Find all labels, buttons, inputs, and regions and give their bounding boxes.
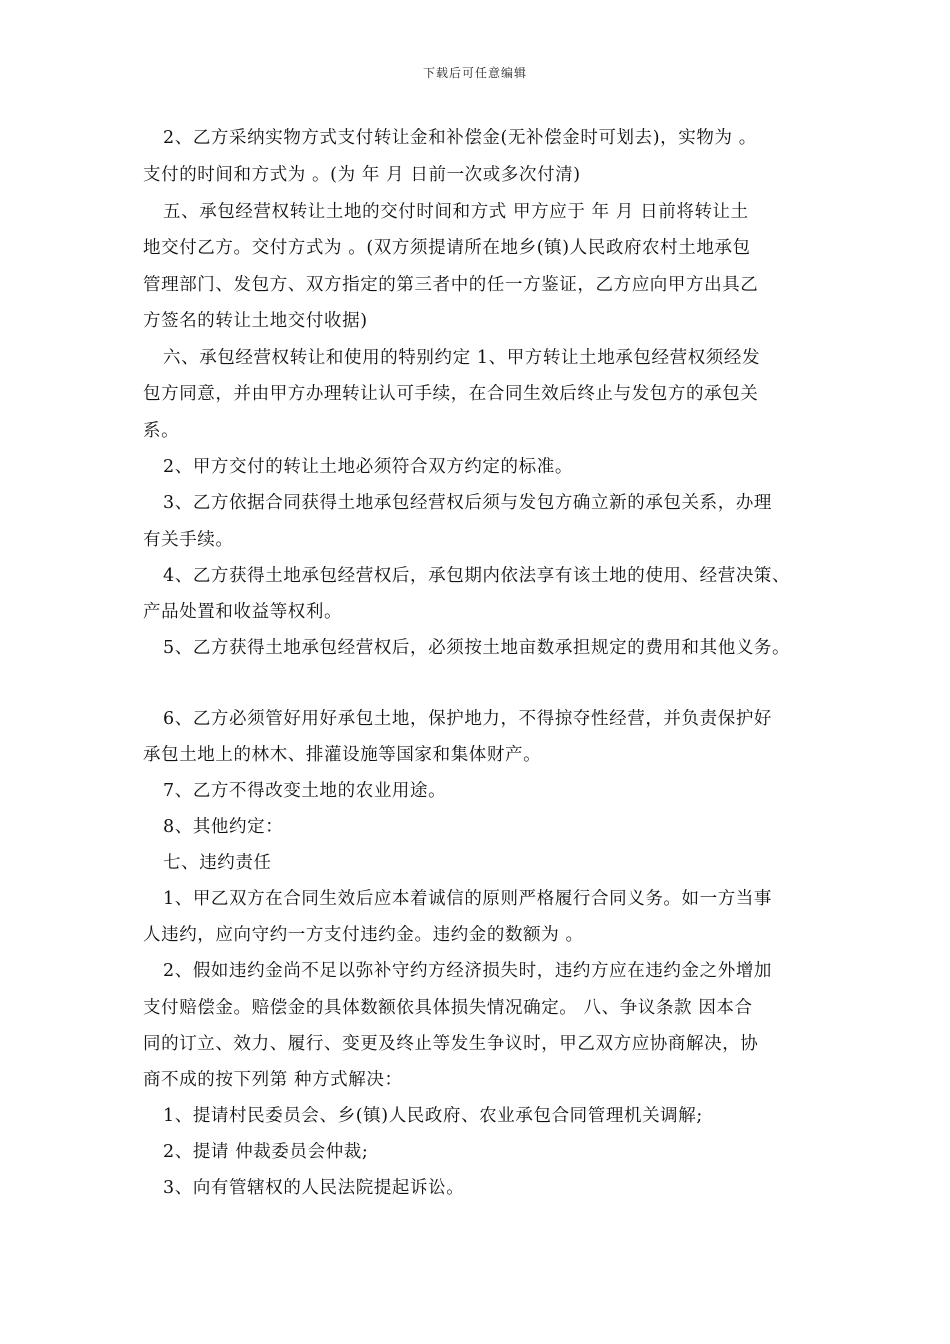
paragraph-line: 1、甲乙双方在合同生效后应本着诚信的原则严格履行合同义务。如一方当事 xyxy=(163,889,773,909)
paragraph-line: 支付的时间和方式为 。(为 年 月 日前一次或多次付清) xyxy=(143,165,581,185)
paragraph-line: 系。 xyxy=(143,421,180,441)
paragraph-line: 2、乙方采纳实物方式支付转让金和补偿金(无补偿金时可划去)，实物为 。 xyxy=(163,128,757,148)
paragraph-line: 2、提请 仲裁委员会仲裁; xyxy=(163,1142,369,1162)
paragraph-line: 六、承包经营权转让和使用的特别约定 1、甲方转让土地承包经营权须经发 xyxy=(163,348,761,368)
paragraph-line: 方签名的转让土地交付收据) xyxy=(143,311,368,331)
paragraph-line: 地交付乙方。交付方式为 。(双方须提请所在地乡(镇)人民政府农村土地承包 xyxy=(143,238,751,258)
paragraph-line: 七、违约责任 xyxy=(163,853,272,873)
paragraph-line: 2、假如违约金尚不足以弥补守约方经济损失时，违约方应在违约金之外增加 xyxy=(163,961,773,981)
paragraph-line: 3、向有管辖权的人民法院提起诉讼。 xyxy=(163,1178,465,1198)
paragraph-line: 承包土地上的林木、排灌设施等国家和集体财产。 xyxy=(143,745,542,765)
paragraph-line: 7、乙方不得改变土地的农业用途。 xyxy=(163,781,447,801)
paragraph-line: 产品处置和收益等权利。 xyxy=(143,602,343,622)
paragraph-line: 五、承包经营权转让土地的交付时间和方式 甲方应于 年 月 日前将转让土 xyxy=(163,202,749,222)
paragraph-line: 1、提请村民委员会、乡(镇)人民政府、农业承包合同管理机关调解; xyxy=(163,1106,703,1126)
paragraph-line: 5、乙方获得土地承包经营权后，必须按土地亩数承担规定的费用和其他义务。 xyxy=(163,638,791,658)
paragraph-line: 包方同意，并由甲方办理转让认可手续，在合同生效后终止与发包方的承包关 xyxy=(143,384,759,404)
paragraph-line: 管理部门、发包方、双方指定的第三者中的任一方鉴证，乙方应向甲方出具乙 xyxy=(143,275,759,295)
paragraph-line: 3、乙方依据合同获得土地承包经营权后须与发包方确立新的承包关系，办理 xyxy=(163,493,773,513)
paragraph-line: 2、甲方交付的转让土地必须符合双方约定的标准。 xyxy=(163,457,573,477)
paragraph-line: 有关手续。 xyxy=(143,530,234,550)
paragraph-line: 支付赔偿金。赔偿金的具体数额依具体损失情况确定。 八、争议条款 因本合 xyxy=(143,998,753,1018)
paragraph-line: 同的订立、效力、履行、变更及终止等发生争议时，甲乙双方应协商解决，协 xyxy=(143,1034,759,1054)
paragraph-line: 商不成的按下列第 种方式解决： xyxy=(143,1070,403,1090)
paragraph-line: 8、其他约定： xyxy=(163,817,284,837)
page-header: 下载后可任意编辑 xyxy=(422,66,527,80)
paragraph-line: 4、乙方获得土地承包经营权后，承包期内依法享有该土地的使用、经营决策、 xyxy=(163,566,791,586)
paragraph-line: 6、乙方必须管好用好承包土地，保护地力，不得掠夺性经营，并负责保护好 xyxy=(163,709,773,729)
paragraph-line: 人违约，应向守约一方支付违约金。违约金的数额为 。 xyxy=(143,925,584,945)
